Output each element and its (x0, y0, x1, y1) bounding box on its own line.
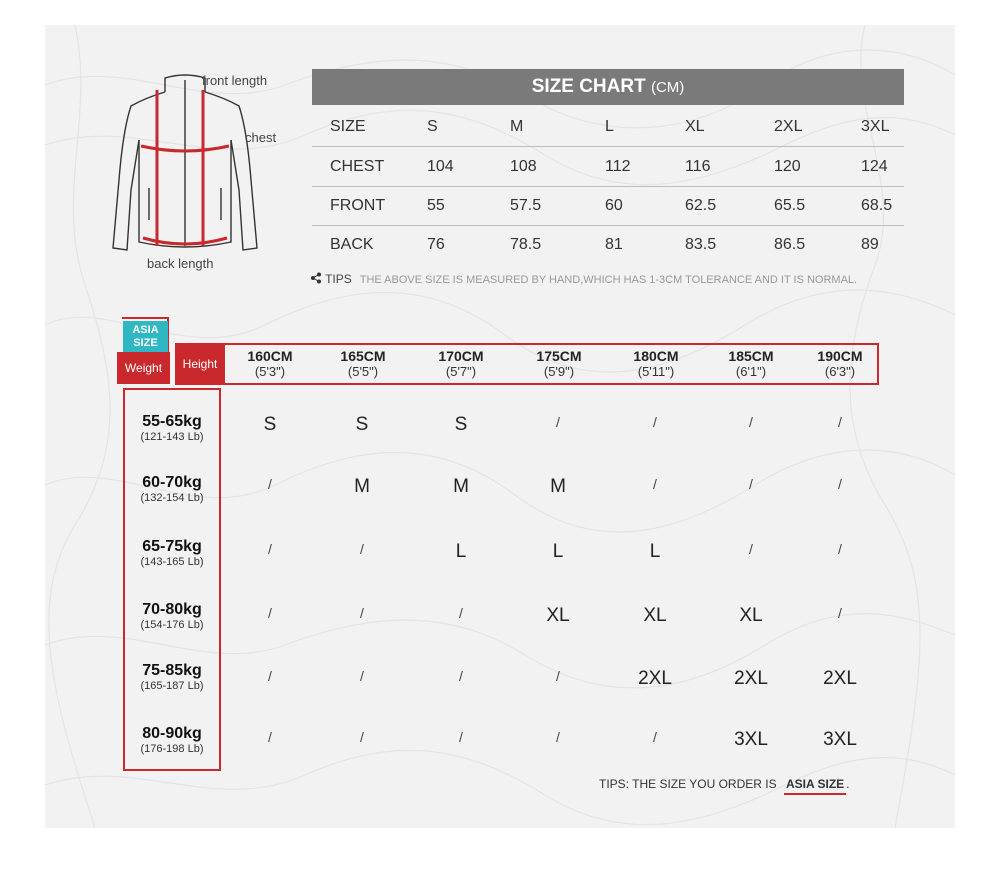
size-chart-cell: 116 (685, 158, 711, 175)
size-grid-cell: / (459, 729, 463, 745)
asia-size-badge (123, 321, 168, 352)
back-length-label: back length (147, 256, 214, 271)
jacket-diagram (105, 70, 268, 265)
size-grid-cell: / (556, 414, 560, 430)
weight-kg: 55-65kg (142, 413, 202, 430)
size-chart-cell: 78.5 (510, 236, 542, 253)
size-grid-cell: / (749, 414, 753, 430)
size-grid-cell: / (838, 541, 842, 557)
size-grid-cell: / (360, 541, 364, 557)
size-grid-cell: / (360, 605, 364, 621)
size-chart-row-back (312, 225, 904, 264)
front-length-label: front length (202, 73, 268, 88)
size-grid-cell: / (653, 414, 657, 430)
size-grid-cell: 3XL (823, 729, 857, 750)
weight-cell (123, 538, 221, 569)
tips-text: THE ABOVE SIZE IS MEASURED BY HAND,WHICH HAS 1-3CM TOLERANCE AND IT IS NORMAL. (359, 274, 858, 286)
tips-label: TIPS (325, 272, 352, 286)
size-grid-cell: L (649, 541, 661, 562)
size-grid-cell: S (263, 414, 277, 435)
size-grid-cell: / (749, 541, 753, 557)
size-grid-cell: / (268, 729, 272, 745)
size-chart-row-front (312, 186, 904, 226)
size-chart-header-cell: L (605, 118, 614, 135)
size-chart-title-text: SIZE CHART (531, 76, 646, 97)
size-grid-cell: / (268, 605, 272, 621)
height-ft: (5'5") (347, 364, 379, 379)
size-chart-cell: 104 (427, 158, 454, 175)
size-chart-header-cell: M (510, 118, 524, 135)
weight-lb: (154-176 Lb) (140, 619, 204, 631)
size-grid-cell: / (749, 476, 753, 492)
height-cell (416, 349, 506, 379)
chest-label: chest (245, 130, 277, 145)
size-chart-cell: 83.5 (685, 236, 717, 253)
size-chart-cell: 55 (427, 197, 445, 214)
size-grid-cell: L (552, 541, 564, 562)
height-cell (225, 349, 315, 379)
share-icon (310, 272, 322, 284)
size-grid-cell: / (268, 476, 272, 492)
size-chart-header-cell: 3XL (861, 118, 890, 135)
order-tips-suffix: . (846, 777, 850, 791)
weight-kg: 70-80kg (142, 601, 202, 618)
size-grid-cell: 2XL (638, 668, 672, 689)
size-grid-cell: S (355, 414, 369, 435)
size-grid-cell: 3XL (734, 729, 768, 750)
height-ft: (5'7") (445, 364, 477, 379)
size-grid-cell: / (653, 476, 657, 492)
weight-cell (123, 413, 221, 444)
height-cm: 175CM (536, 348, 582, 364)
size-chart-cell: 57.5 (510, 197, 542, 214)
weight-cell (123, 601, 221, 632)
size-chart-cell: CHEST (330, 158, 385, 175)
weight-lb: (143-165 Lb) (140, 556, 204, 568)
size-grid-cell: / (459, 668, 463, 684)
size-grid-cell: M (550, 476, 566, 497)
height-ft: (6'1") (735, 364, 767, 379)
size-chart-header-cell: 2XL (774, 118, 803, 135)
size-chart-cell: 86.5 (774, 236, 806, 253)
height-cell (318, 349, 408, 379)
height-cm: 160CM (247, 348, 293, 364)
asia-badge-line1: ASIA (132, 324, 159, 336)
size-grid-cell: / (838, 414, 842, 430)
height-cm: 185CM (728, 348, 774, 364)
size-chart-cell: 108 (510, 158, 537, 175)
size-grid-cell: / (459, 605, 463, 621)
size-grid-cell: L (455, 541, 467, 562)
weight-kg: 75-85kg (142, 662, 202, 679)
height-cm: 165CM (340, 348, 386, 364)
height-cm: 180CM (633, 348, 679, 364)
height-ft: (5'11") (637, 364, 675, 379)
size-grid-cell: M (453, 476, 469, 497)
size-grid-cell: S (454, 414, 468, 435)
size-grid-cell: XL (739, 605, 763, 626)
size-chart-cell: 65.5 (774, 197, 806, 214)
size-grid-cell: / (268, 668, 272, 684)
size-grid-cell: / (360, 729, 364, 745)
size-grid-cell: / (556, 668, 560, 684)
size-chart-cell: 89 (861, 236, 879, 253)
size-grid-cell: 2XL (734, 668, 768, 689)
order-tips-prefix: TIPS: THE SIZE YOU ORDER IS (599, 777, 777, 791)
size-grid-cell: / (360, 668, 364, 684)
order-tips (599, 777, 850, 791)
size-grid-cell: M (354, 476, 370, 497)
height-cm: 190CM (817, 348, 863, 364)
size-grid-cell: / (268, 541, 272, 557)
size-chart-cell: 76 (427, 236, 445, 253)
size-grid-cell: XL (643, 605, 667, 626)
size-chart-header-cell: S (427, 118, 438, 135)
size-grid-cell: / (556, 729, 560, 745)
size-chart-cell: 60 (605, 197, 623, 214)
size-chart-cell: 120 (774, 158, 801, 175)
weight-cell (123, 474, 221, 505)
size-chart-row-chest (312, 147, 904, 187)
size-chart-cell: 124 (861, 158, 888, 175)
height-cm: 170CM (438, 348, 484, 364)
weight-kg: 60-70kg (142, 474, 202, 491)
size-grid-cell: 2XL (823, 668, 857, 689)
size-chart-cell: 112 (605, 158, 631, 175)
size-chart-header-cell: SIZE (330, 118, 366, 135)
height-cell (795, 349, 885, 379)
weight-lb: (132-154 Lb) (140, 492, 204, 504)
height-cell (611, 349, 701, 379)
size-chart-cell: 68.5 (861, 197, 893, 214)
height-cell (706, 349, 796, 379)
height-header: Height (175, 343, 225, 385)
height-ft: (5'9") (543, 364, 575, 379)
weight-kg: 80-90kg (142, 725, 202, 742)
height-cell (514, 349, 604, 379)
size-grid-cell: / (838, 476, 842, 492)
weight-lb: (121-143 Lb) (140, 431, 204, 443)
size-chart-cell: BACK (330, 236, 374, 253)
size-grid-cell: / (653, 729, 657, 745)
weight-kg: 65-75kg (142, 538, 202, 555)
size-grid-cell: / (838, 605, 842, 621)
weight-header: Weight (117, 352, 170, 384)
size-chart-header-cell: XL (685, 118, 705, 135)
size-grid-cell: XL (546, 605, 570, 626)
size-chart-cell: 81 (605, 236, 623, 253)
size-chart-unit: (CM) (650, 79, 685, 96)
weight-cell (123, 725, 221, 756)
weight-cell (123, 662, 221, 693)
asia-badge-line2: SIZE (133, 337, 158, 349)
weight-lb: (176-198 Lb) (140, 743, 204, 755)
order-tips-asia: ASIA SIZE (784, 777, 846, 795)
height-ft: (5'3") (254, 364, 286, 379)
size-chart-cell: FRONT (330, 197, 386, 214)
size-chart-title (312, 69, 904, 105)
size-chart-header-row (312, 107, 904, 147)
weight-column-frame (123, 388, 221, 771)
size-chart-cell: 62.5 (685, 197, 717, 214)
measurement-tips (310, 272, 857, 286)
weight-lb: (165-187 Lb) (140, 680, 204, 692)
height-ft: (6'3") (824, 364, 856, 379)
